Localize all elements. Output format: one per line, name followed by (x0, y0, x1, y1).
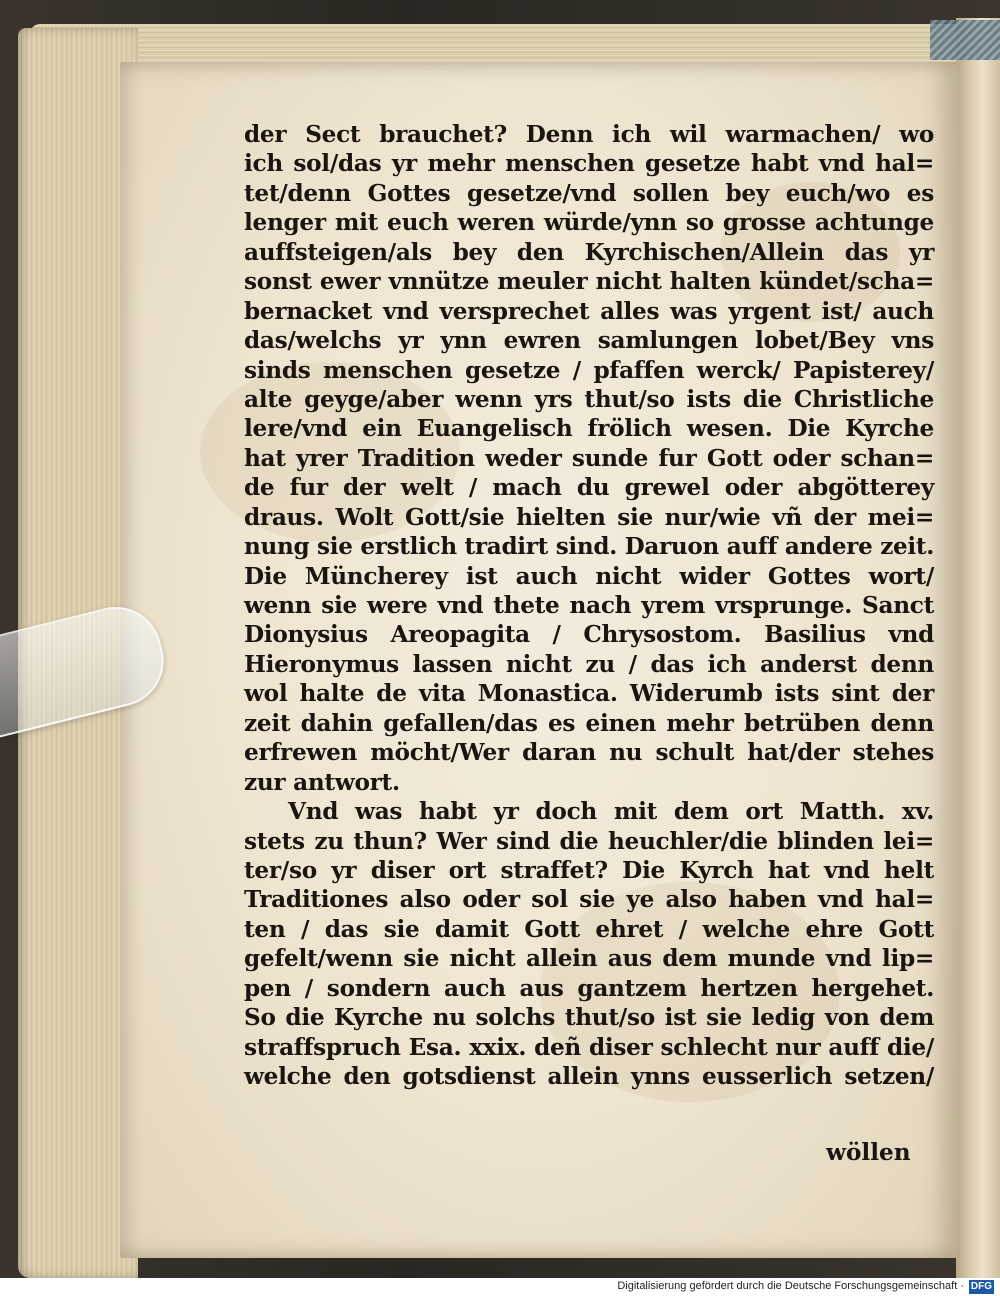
text-line: hat yrer Tradition weder sunde fur Gott oder schan= (244, 444, 934, 472)
text-line: wol halte de vita Monastica. Widerumb ists sint der (244, 680, 934, 708)
text-line: lere/vnd ein Euangelisch frölich wesen. Die Kyrche (244, 415, 934, 443)
text-line: der Sect brauchet? Denn ich wil warmachen/ wo (244, 121, 934, 148)
text-line: Hieronymus lassen nicht zu / das ich anderst denn (244, 650, 934, 678)
text-line: ich sol/das yr mehr menschen gesetze habt vnd hal= (244, 150, 934, 178)
text-line: pen / sondern auch aus gantzem hertzen hergehet. (244, 974, 934, 1002)
text-line: nung sie erstlich tradirt sind. Daruon auff andere zeit. (244, 533, 935, 561)
blackletter-text-block (244, 120, 934, 1091)
text-line: draus. Wolt Gott/sie hielten sie nur/wie vñ der mei= (244, 503, 934, 531)
text-line: wenn sie were vnd thete nach yrem vrsprunge. Sanct (244, 592, 934, 619)
text-line: Dionysius Areopagita / Chrysostom. Basilius vnd (244, 621, 934, 649)
book-gutter (956, 18, 1000, 1278)
text-line: ter/so yr diser ort straffet? Die Kyrch hat vnd helt (244, 856, 934, 884)
binding-band (930, 20, 1000, 60)
text-line: lenger mit euch weren würde/ynn so grosse achtunge (244, 209, 934, 237)
text-line: alte geyge/aber wenn yrs thut/so ists die Christliche (244, 385, 934, 413)
text-line: zur antwort. (244, 768, 400, 796)
text-line: Traditiones also oder sol sie ye also haben vnd hal= (244, 886, 934, 914)
funding-credit: Digitalisierung gefördert durch die Deutsche Forschungsgemeinschaft · (617, 1280, 964, 1292)
text-line: zeit dahin gefallen/das es einen mehr betrüben denn (244, 709, 934, 737)
text-line: das/welchs yr ynn ewren samlungen lobet/Bey vns (244, 327, 934, 355)
text-line: Vnd was habt yr doch mit dem ort Matth. xv. (288, 798, 934, 826)
catchword: wöllen (826, 1139, 911, 1166)
text-line: So die Kyrche nu solchs thut/so ist sie ledig von dem (244, 1004, 934, 1032)
text-line: stets zu thun? Wer sind die heuchler/die blinden lei= (244, 827, 934, 855)
text-line: sonst ewer vnnütze meuler nicht halten kündet/scha= (244, 268, 934, 296)
dfg-logo: DFG (970, 1281, 992, 1292)
text-line: erfrewen möcht/Wer daran nu schult hat/der stehes (244, 739, 934, 767)
text-line: straffspruch Esa. xxix. deñ diser schlecht nur auff die/ (244, 1033, 934, 1061)
text-line: Die Müncherey ist auch nicht wider Gottes wort/ (244, 562, 934, 590)
text-line: tet/denn Gottes gesetze/vnd sollen bey euch/wo es (244, 179, 934, 207)
text-line: ten / das sie damit Gott ehret / welche ehre Gott (244, 915, 934, 943)
text-line: auffsteigen/als bey den Kyrchischen/Allein das yr (244, 238, 934, 266)
text-line: bernacket vnd versprechet alles was yrgent ist/ auch (244, 297, 934, 325)
text-line: gefelt/wenn sie nicht allein aus dem munde vnd lip= (244, 945, 934, 973)
text-line: sinds menschen gesetze / pfaffen werck/ Papisterey/ (244, 356, 934, 384)
text-line: de fur der welt / mach du grewel oder abgötterey (244, 474, 934, 502)
text-line: welche den gotsdienst allein ynns eusserlich setzen/ (244, 1063, 934, 1090)
